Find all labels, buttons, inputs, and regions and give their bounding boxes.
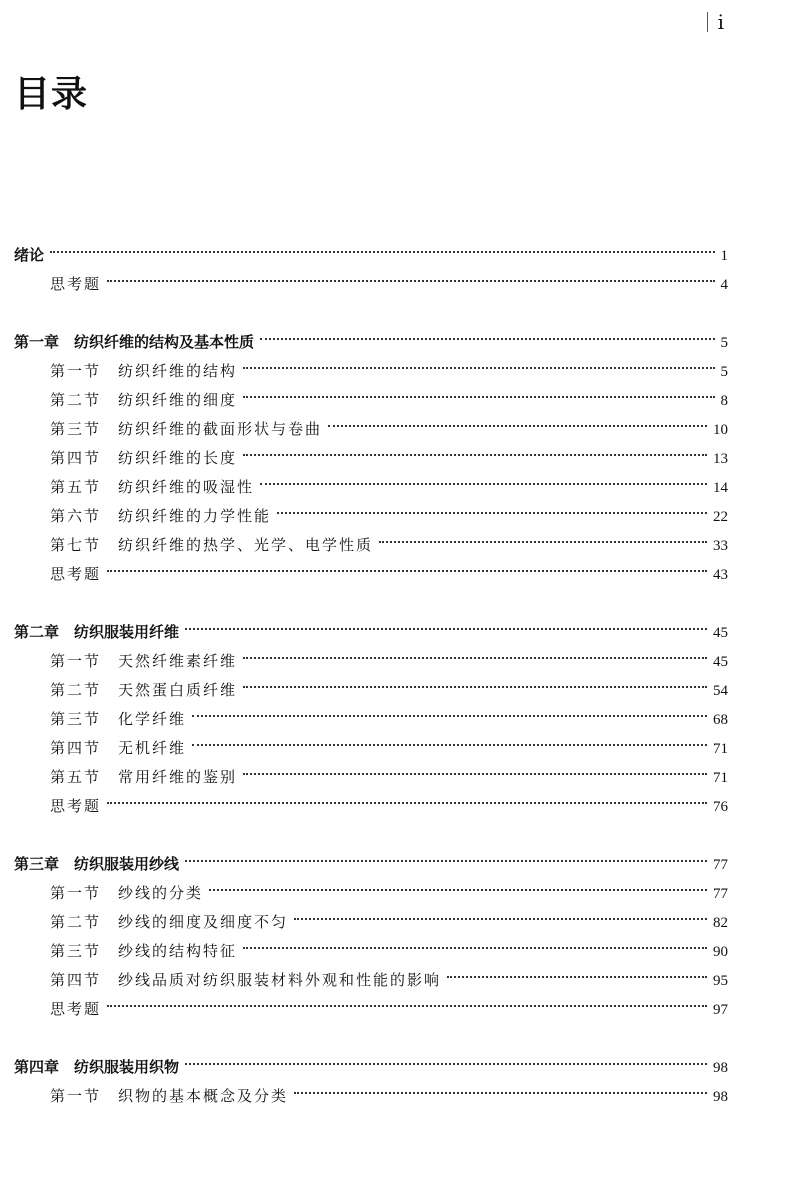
dot-leader <box>243 454 707 456</box>
toc-chapter-entry-page-number: 77 <box>713 857 728 873</box>
dot-leader <box>107 570 707 572</box>
toc-section-entry-page-number: 33 <box>713 538 728 554</box>
toc-section-entry[interactable] <box>14 502 728 531</box>
toc-section-entry[interactable] <box>14 473 728 502</box>
toc-section-entry-page-number: 97 <box>713 1002 728 1018</box>
dot-leader <box>192 715 707 717</box>
dot-leader <box>328 425 707 427</box>
toc-section-entry[interactable] <box>14 1082 728 1111</box>
toc-section-entry[interactable] <box>14 995 728 1024</box>
dot-leader <box>243 773 707 775</box>
toc-section-entry-page-number: 76 <box>713 799 728 815</box>
dot-leader <box>447 976 707 978</box>
toc-section-entry-label: 思考题 <box>50 275 102 293</box>
toc-section-entry[interactable] <box>14 444 728 473</box>
toc-section-entry[interactable] <box>14 966 728 995</box>
toc-chapter-entry-page-number: 98 <box>713 1060 728 1076</box>
toc-section-entry-label: 思考题 <box>50 797 102 815</box>
toc-chapter-group <box>14 1053 728 1111</box>
toc-section-entry-label: 第二节 纱线的细度及细度不匀 <box>50 913 289 931</box>
toc-section-entry-page-number: 77 <box>713 886 728 902</box>
toc-section-entry-label: 第三节 纺织纤维的截面形状与卷曲 <box>50 420 323 438</box>
toc-chapter-entry[interactable] <box>14 241 728 270</box>
toc-section-entry-page-number: 71 <box>713 770 728 786</box>
toc-chapter-group <box>14 850 728 1024</box>
toc-section-entry[interactable] <box>14 792 728 821</box>
dot-leader <box>50 251 714 253</box>
toc-chapter-group <box>14 328 728 589</box>
toc-section-entry-page-number: 68 <box>713 712 728 728</box>
toc-section-entry[interactable] <box>14 270 728 299</box>
toc-chapter-entry-page-number: 1 <box>720 248 728 264</box>
toc-section-entry-page-number: 54 <box>713 683 728 699</box>
toc-section-entry[interactable] <box>14 763 728 792</box>
table-of-contents <box>14 241 728 1140</box>
toc-section-entry[interactable] <box>14 357 728 386</box>
toc-section-entry-label: 第一节 天然纤维素纤维 <box>50 652 238 670</box>
dot-leader <box>243 367 714 369</box>
toc-section-entry-page-number: 22 <box>713 509 728 525</box>
toc-section-entry-page-number: 14 <box>713 480 728 496</box>
toc-section-entry-page-number: 13 <box>713 451 728 467</box>
dot-leader <box>294 918 707 920</box>
toc-section-entry-page-number: 45 <box>713 654 728 670</box>
toc-section-entry-label: 第五节 纺织纤维的吸湿性 <box>50 478 255 496</box>
toc-section-entry-page-number: 4 <box>720 277 728 293</box>
dot-leader <box>185 628 707 630</box>
toc-section-entry-label: 第一节 纺织纤维的结构 <box>50 362 238 380</box>
toc-section-entry[interactable] <box>14 908 728 937</box>
page-number-divider <box>707 12 708 32</box>
toc-section-entry-page-number: 10 <box>713 422 728 438</box>
toc-section-entry-page-number: 43 <box>713 567 728 583</box>
toc-section-entry-label: 第一节 纱线的分类 <box>50 884 204 902</box>
toc-section-entry-label: 思考题 <box>50 1000 102 1018</box>
toc-section-entry[interactable] <box>14 647 728 676</box>
toc-section-entry-label: 第二节 天然蛋白质纤维 <box>50 681 238 699</box>
toc-chapter-entry-label: 第二章 纺织服装用纤维 <box>14 623 180 641</box>
toc-chapter-entry[interactable] <box>14 1053 728 1082</box>
toc-chapter-entry-label: 绪论 <box>14 246 45 264</box>
dot-leader <box>294 1092 707 1094</box>
dot-leader <box>209 889 707 891</box>
toc-section-entry-label: 第四节 无机纤维 <box>50 739 187 757</box>
toc-section-entry-page-number: 82 <box>713 915 728 931</box>
toc-chapter-entry[interactable] <box>14 618 728 647</box>
toc-section-entry[interactable] <box>14 560 728 589</box>
dot-leader <box>260 338 714 340</box>
dot-leader <box>185 1063 707 1065</box>
dot-leader <box>243 947 707 949</box>
toc-section-entry[interactable] <box>14 734 728 763</box>
dot-leader <box>243 657 707 659</box>
dot-leader <box>107 802 707 804</box>
toc-section-entry[interactable] <box>14 705 728 734</box>
toc-section-entry[interactable] <box>14 879 728 908</box>
toc-chapter-entry-label: 第四章 纺织服装用织物 <box>14 1058 180 1076</box>
toc-chapter-entry-page-number: 45 <box>713 625 728 641</box>
dot-leader <box>243 686 707 688</box>
toc-chapter-entry-page-number: 5 <box>720 335 728 351</box>
toc-section-entry-label: 第四节 纺织纤维的长度 <box>50 449 238 467</box>
toc-section-entry-label: 第五节 常用纤维的鉴别 <box>50 768 238 786</box>
toc-section-entry-page-number: 90 <box>713 944 728 960</box>
toc-section-entry[interactable] <box>14 937 728 966</box>
toc-section-entry-page-number: 98 <box>713 1089 728 1105</box>
toc-section-entry-page-number: 95 <box>713 973 728 989</box>
toc-section-entry-page-number: 71 <box>713 741 728 757</box>
dot-leader <box>107 1005 707 1007</box>
toc-section-entry-page-number: 8 <box>720 393 728 409</box>
toc-chapter-entry-label: 第一章 纺织纤维的结构及基本性质 <box>14 333 255 351</box>
toc-chapter-entry[interactable] <box>14 328 728 357</box>
dot-leader <box>277 512 707 514</box>
dot-leader <box>192 744 707 746</box>
dot-leader <box>260 483 707 485</box>
toc-section-entry-label: 第二节 纺织纤维的细度 <box>50 391 238 409</box>
page-title: 目录 <box>14 74 89 115</box>
toc-section-entry[interactable] <box>14 531 728 560</box>
toc-chapter-group <box>14 241 728 299</box>
toc-chapter-entry[interactable] <box>14 850 728 879</box>
toc-section-entry-label: 第三节 纱线的结构特征 <box>50 942 238 960</box>
toc-section-entry[interactable] <box>14 415 728 444</box>
dot-leader <box>185 860 707 862</box>
toc-chapter-entry-label: 第三章 纺织服装用纱线 <box>14 855 180 873</box>
dot-leader <box>107 280 714 282</box>
page-number <box>707 10 724 34</box>
toc-section-entry-page-number: 5 <box>720 364 728 380</box>
dot-leader <box>379 541 707 543</box>
toc-chapter-group <box>14 618 728 821</box>
toc-section-entry-label: 第七节 纺织纤维的热学、光学、电学性质 <box>50 536 374 554</box>
toc-section-entry[interactable] <box>14 676 728 705</box>
page-number-text: i <box>717 10 724 34</box>
toc-section-entry-label: 第六节 纺织纤维的力学性能 <box>50 507 272 525</box>
toc-section-entry-label: 第四节 纱线品质对纺织服装材料外观和性能的影响 <box>50 971 442 989</box>
toc-section-entry-label: 第一节 织物的基本概念及分类 <box>50 1087 289 1105</box>
toc-section-entry-label: 第三节 化学纤维 <box>50 710 187 728</box>
toc-section-entry[interactable] <box>14 386 728 415</box>
toc-section-entry-label: 思考题 <box>50 565 102 583</box>
dot-leader <box>243 396 714 398</box>
